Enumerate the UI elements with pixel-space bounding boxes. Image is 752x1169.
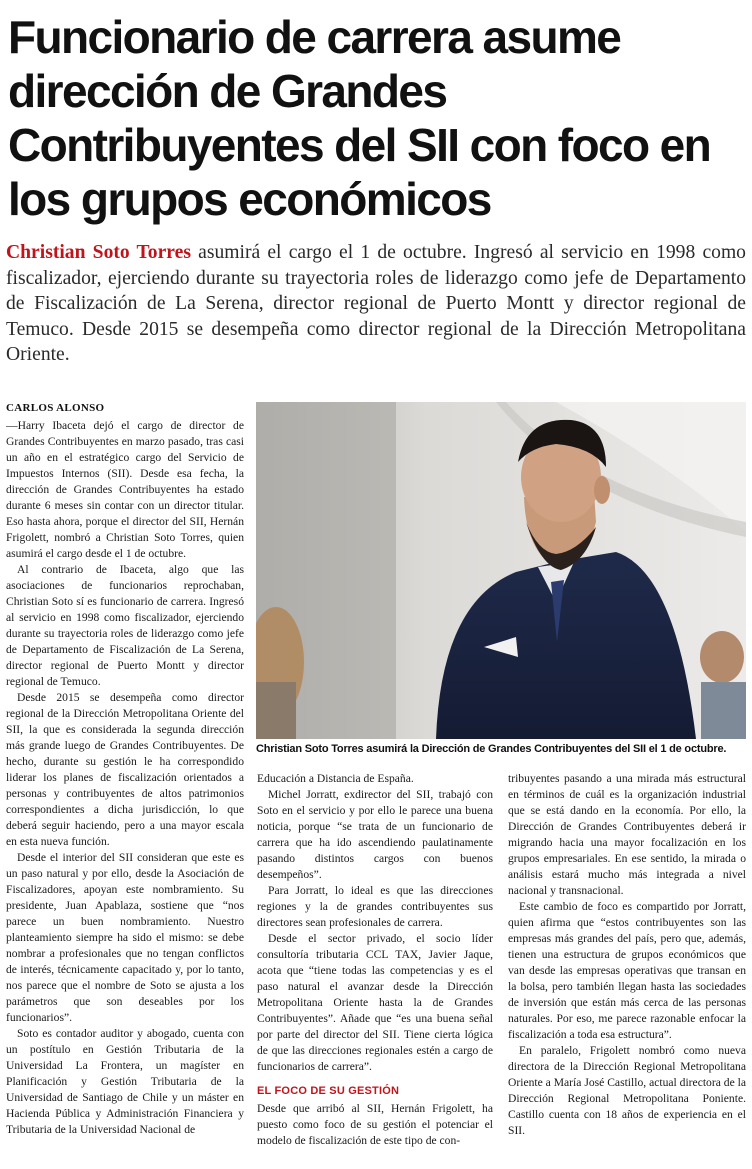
byline: CARLOS ALONSO	[6, 402, 105, 414]
paragraph: Educación a Distancia de España.	[257, 772, 414, 785]
paragraph: Al contrario de Ibaceta, algo que las asociaciones de funcionarios reprochaban, Christian Soto sí es funcionario de carrera. Ingresó al servicio en 1998 como fiscalizador, ejerciendo durante su trayectoria roles de liderazgo como jefe de Departamento de Fiscalización de La Serena, director regional de Puerto Montt y director regional de Temuco.	[6, 563, 244, 688]
text-column-3	[508, 771, 746, 1163]
paragraph: Soto es contador auditor y abogado, cuenta con un postítulo en Gestión Tributaria de la Universidad La Frontera, un magíster en Planificación y Gestión Tributaria de la Universidad de Santiago de Chile y un máster en Hacienda Pública y Administración Financiera y Tributaria de la Universidad Nacional de	[6, 1027, 244, 1136]
article-lead	[6, 240, 746, 368]
paragraph: Desde que arribó al SII, Hernán Frigolett, ha puesto como foco de su gestión el potenciar el modelo de fiscalización de este tipo de con-	[257, 1102, 493, 1147]
paragraph: Michel Jorratt, exdirector del SII, trabajó con Soto en el servicio y por ello le parece una buena noticia, porque “se trata de un funcionario de carrera que ha ido ascendiendo paulatinamente pasando distintos cargos con buenos desempeños”.	[257, 788, 493, 881]
section-subhead: EL FOCO DE SU GESTIÓN	[257, 1085, 400, 1097]
paragraph: Para Jorratt, lo ideal es que las direcciones regiones y la de grandes contribuyentes sus directores sean profesionales de carrera.	[257, 884, 493, 929]
lead-person-name: Christian Soto Torres	[6, 242, 191, 263]
text-column-2	[257, 771, 493, 1163]
article-headline: Funcionario de carrera asume dirección de Grandes Contribuyentes del SII con foco en los grupos económicos	[8, 11, 711, 225]
text-column-1	[6, 418, 244, 1163]
photo-illustration	[256, 402, 746, 739]
paragraph: Este cambio de foco es compartido por Jorratt, quien afirma que “estos contribuyentes son las empresas más grandes del país, pero que, además, tienen una estructura de grupos económicos que van desde las empresas operativas que transan en la bolsa, pero también llegan hasta las sociedades de inversión que están más cerca de las personas naturales. Por eso, me parece razonable enfocar la fiscalización a toda esa estructura”.	[508, 900, 746, 1041]
paragraph: —Harry Ibaceta dejó el cargo de director de Grandes Contribuyentes en marzo pasado, tras casi un año en el estratégico cargo del Servicio de Impuestos Internos (SII). Desde esa fecha, la dirección de Grandes Contribuyentes ha estado durante 6 meses sin contar con un director titular. Eso hasta ahora, porque el director del SII, Hernán Frigolett, nombró a Christian Soto Torres, quien asumirá el cargo desde el 1 de octubre.	[6, 419, 244, 560]
article-photo	[256, 402, 746, 739]
lead-text: asumirá el cargo el 1 de octubre. Ingresó al servicio en 1998 como fiscalizador, ejerciendo durante su trayectoria roles de liderazgo como jefe de Departamento de Fiscalización de La Serena, director regional de Puerto Montt y director regional de Temuco. Desde 2015 se desempeña como director regional de la Dirección Metropolitana Oriente.	[6, 242, 746, 365]
paragraph: Desde el sector privado, el socio líder consultoría tributaria CCL TAX, Javier Jaque, acota que “tiene todas las competencias y es el paso natural el avanzar desde la Dirección Metropolitana Oriente hasta la de Grandes Contribuyentes”. Añade que “es una buena señal por parte del director del SII. Tiene cierta lógica de que las direcciones regionales estén a cargo de funcionarios de carrera”.	[257, 932, 493, 1073]
paragraph: Desde 2015 se desempeña como director regional de la Dirección Metropolitana Oriente del SII, la que es considerada la segunda dirección más grande luego de Grandes Contribuyentes. De hecho, durante su gestión le ha correspondido liderar los planes de fiscalización orientados a personas y contribuyentes de altos patrimonios correspondientes a dicha jurisdicción, lo que deberá seguir haciendo, pero a una mayor escala en esta nueva función.	[6, 691, 244, 848]
paragraph: Desde el interior del SII consideran que este es un paso natural y por ello, desde la Asociación de Fiscalizadores, apoyan este nombramiento. Su presidente, Juan Apablaza, sostiene que “nos parece un buen nombramiento. Nuestro planteamiento siempre ha sido el mismo: se debe nombrar a profesionales que no tengan conflictos de interés, técnicamente capacitado y, por lo tanto, nos parece que el nombre de Soto se ajusta a los parámetros que son deseables por los funcionarios”.	[6, 851, 244, 1024]
paragraph: tribuyentes pasando a una mirada más estructural en términos de cuál es la organización industrial que se está dando en la economía. Por ello, la Dirección de Grandes Contribuyentes deberá ir migrando hacia una mayor focalización en los grupos empresariales. En ese sentido, la mirada o análisis estará mucho más integrada a nivel nacional y transnacional.	[508, 772, 746, 897]
photo-caption: Christian Soto Torres asumirá la Dirección de Grandes Contribuyentes del SII el 1 de octubre.	[256, 743, 727, 755]
paragraph: En paralelo, Frigolett nombró como nueva directora de la Dirección Regional Metropolitana Oriente a María José Castillo, actual directora de la Dirección Regional Metropolitana Poniente. Castillo cuenta con 18 años de experiencia en el SII.	[508, 1044, 746, 1137]
